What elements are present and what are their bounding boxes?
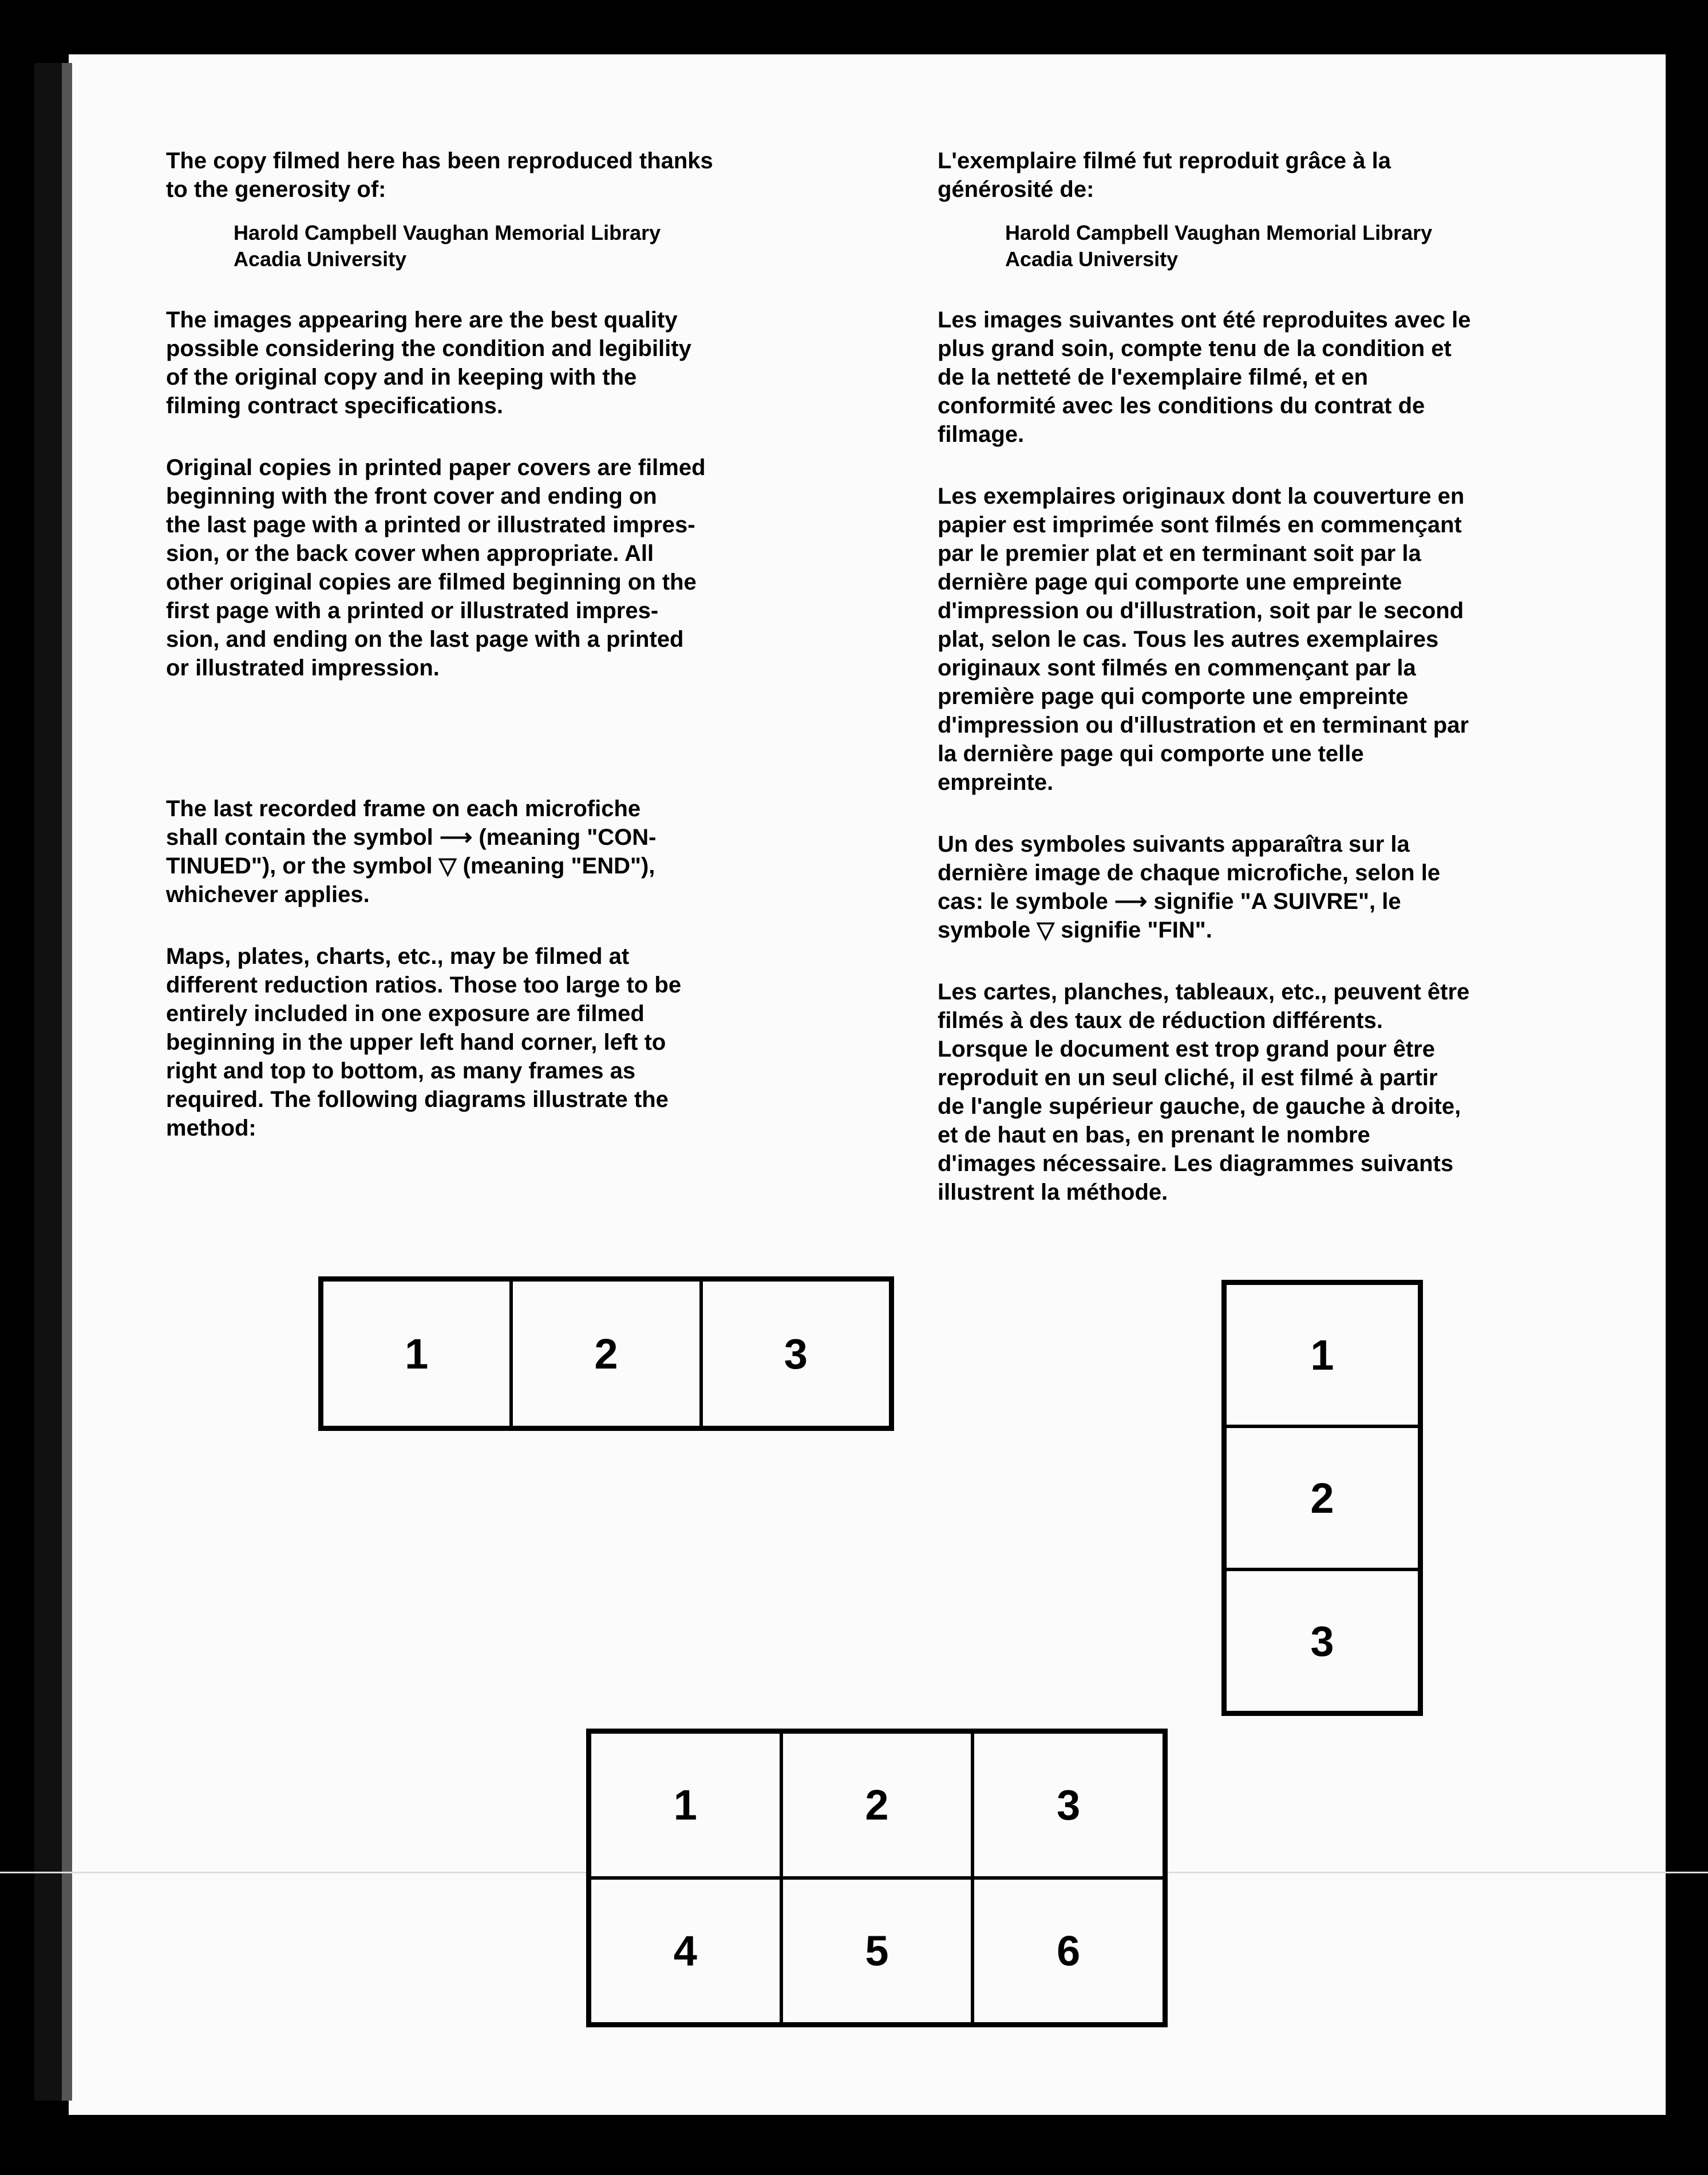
frame-cell: 1 [322, 1280, 511, 1427]
english-originals-paragraph: Original copies in printed paper covers are filmed beginning with the front cover and ending on the last page with a printed or illustrated impres- sion, or the back cover when appropriate. All other original copies are filmed beginning on the first page with a printed or illustrated impres- sion, and ending on the last page with a printed or illustrated impression. [166, 455, 706, 681]
french-credit-paragraph: L'exemplaire filmé fut reproduit grâce à la générosité de: [938, 148, 1391, 202]
english-maps-paragraph: Maps, plates, charts, etc., may be filmed at different reduction ratios. Those too large to be entirely included in one exposure are filmed beginning in the upper left hand corner, left to right and top to bottom, as many frames as required. The following diagrams illustrate the method: [166, 944, 682, 1141]
english-symbol-paragraph: The last recorded frame on each microfiche shall contain the symbol ⟶ (meaning "CON- TINUED"), or the symbol ▽ (meaning "END"), whichever applies. [166, 796, 657, 907]
frame-cell: 2 [1225, 1426, 1420, 1569]
frame-cell: 3 [972, 1732, 1164, 1878]
diagram-vertical-three [1221, 1280, 1423, 1716]
english-credit-paragraph: The copy filmed here has been reproduced thanks to the generosity of: [166, 148, 713, 202]
french-symbol-paragraph: Un des symboles suivants apparaîtra sur la dernière image de chaque microfiche, selon le cas: le symbole ⟶ signifie "A SUIVRE", le symbole ▽ signifie "FIN". [938, 832, 1441, 943]
film-edge-shadow [62, 63, 72, 2101]
film-edge [34, 63, 62, 2101]
french-column [938, 147, 1573, 1240]
frame-cell: 1 [590, 1732, 781, 1878]
french-quality-paragraph: Les images suivantes ont été reproduites avec le plus grand soin, compte tenu de la condition et de la netteté de l'exemplaire filmé, et en conformité avec les conditions du contrat de filmage. [938, 307, 1471, 447]
frame-cell: 1 [1225, 1283, 1420, 1426]
english-library-name: Harold Campbell Vaughan Memorial Library Acadia University [234, 221, 661, 271]
frame-cell: 6 [972, 1878, 1164, 2024]
french-library-name: Harold Campbell Vaughan Memorial Library Acadia University [1005, 221, 1433, 271]
french-maps-paragraph: Les cartes, planches, tableaux, etc., peuvent être filmés à des taux de réduction différents. Lorsque le document est trop grand pour être reproduit en un seul cliché, il est filmé à partir de l'angle supérieur gauche, de gauche à droite, et de haut en bas, en prenant le nombre d'images nécessaire. Les diagrammes suivants illustrent la méthode. [938, 979, 1470, 1205]
english-column [166, 147, 807, 1176]
english-quality-paragraph: The images appearing here are the best quality possible considering the condition and legibility of the original copy and in keeping with the filming contract specifications. [166, 307, 691, 418]
frame-cell: 2 [511, 1280, 701, 1427]
frame-cell: 2 [781, 1732, 973, 1878]
frame-cell: 4 [590, 1878, 781, 2024]
diagram-horizontal-three [318, 1276, 894, 1431]
frame-cell: 5 [781, 1878, 973, 2024]
french-originals-paragraph: Les exemplaires originaux dont la couverture en papier est imprimée sont filmés en commençant par le premier plat et en terminant soit par la dernière page qui comporte une empreinte d'impression ou d'illustration, soit par le second plat, selon le cas. Tous les autres exemplaires originaux sont filmés en commençant par la première page qui comporte une empreinte d'impression ou d'illustration et en terminant par la dernière page qui comporte une telle empreinte. [938, 484, 1469, 795]
frame-cell: 3 [701, 1280, 891, 1427]
diagram-grid-six [586, 1729, 1168, 2027]
frame-cell: 3 [1225, 1569, 1420, 1713]
